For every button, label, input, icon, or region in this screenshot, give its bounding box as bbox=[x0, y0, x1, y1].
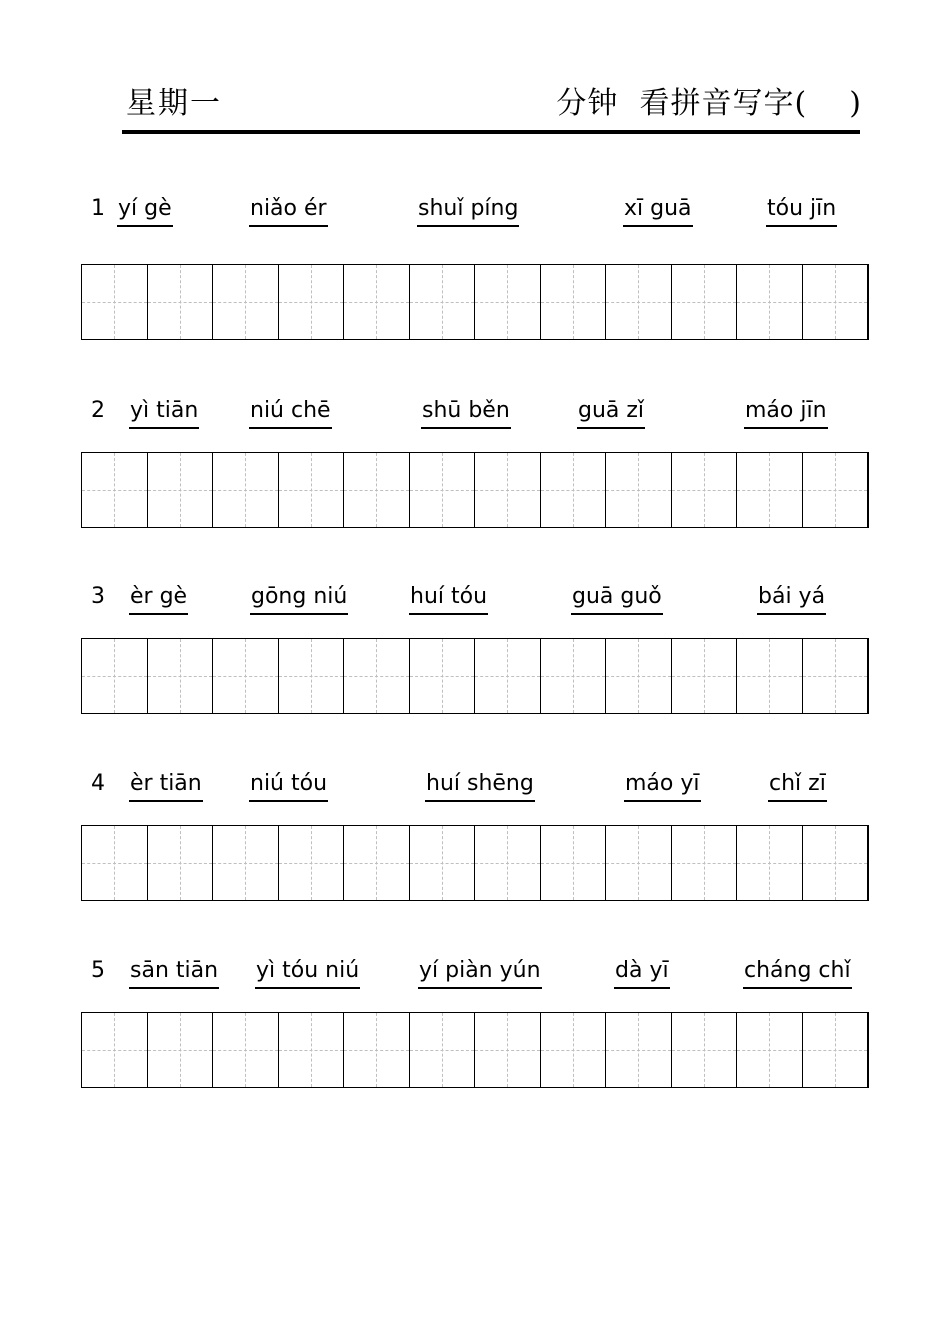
grid-cell bbox=[344, 639, 410, 713]
pinyin-word: huí tóu bbox=[409, 584, 488, 615]
grid-cell bbox=[541, 453, 607, 527]
pinyin-word: máo yī bbox=[624, 771, 701, 802]
row-number: 1 bbox=[91, 196, 105, 221]
grid-cell bbox=[672, 265, 738, 339]
row-number: 3 bbox=[91, 584, 105, 609]
pinyin-word: tóu jīn bbox=[766, 196, 837, 227]
writing-grid bbox=[81, 638, 869, 714]
grid-cell bbox=[737, 265, 803, 339]
pinyin-word: yì tóu niú bbox=[255, 958, 360, 989]
grid-cell bbox=[541, 1013, 607, 1087]
grid-cell bbox=[541, 265, 607, 339]
grid-cell bbox=[279, 265, 345, 339]
grid-cell bbox=[148, 1013, 214, 1087]
row-number: 4 bbox=[91, 771, 105, 796]
pinyin-word: niú tóu bbox=[249, 771, 328, 802]
pinyin-word: xī guā bbox=[623, 196, 693, 227]
grid-cell bbox=[672, 1013, 738, 1087]
writing-grid bbox=[81, 1012, 869, 1088]
grid-cell bbox=[148, 826, 214, 900]
grid-cell bbox=[213, 826, 279, 900]
writing-grid bbox=[81, 825, 869, 901]
grid-cell bbox=[410, 1013, 476, 1087]
header-title: 分钟 看拼音写字( ) bbox=[556, 86, 862, 121]
row-number: 5 bbox=[91, 958, 105, 983]
grid-cell bbox=[279, 639, 345, 713]
grid-cell bbox=[672, 826, 738, 900]
grid-cell bbox=[213, 639, 279, 713]
grid-cell bbox=[606, 265, 672, 339]
pinyin-word: guā guǒ bbox=[571, 584, 663, 615]
grid-cell bbox=[82, 1013, 148, 1087]
grid-cell bbox=[410, 639, 476, 713]
pinyin-word: shuǐ píng bbox=[417, 196, 519, 227]
pinyin-word: èr gè bbox=[129, 584, 188, 615]
grid-cell bbox=[672, 639, 738, 713]
exercise-row-3 bbox=[0, 584, 950, 744]
pinyin-word: shū běn bbox=[421, 398, 511, 429]
header-rule bbox=[122, 130, 860, 134]
grid-cell bbox=[475, 639, 541, 713]
grid-cell bbox=[279, 1013, 345, 1087]
grid-cell bbox=[737, 826, 803, 900]
grid-cell bbox=[279, 453, 345, 527]
pinyin-word: dà yī bbox=[614, 958, 670, 989]
blank-mark bbox=[358, 771, 360, 775]
grid-cell bbox=[410, 265, 476, 339]
grid-cell bbox=[475, 1013, 541, 1087]
grid-cell bbox=[475, 265, 541, 339]
pinyin-word: cháng chǐ bbox=[743, 958, 852, 989]
grid-cell bbox=[344, 1013, 410, 1087]
grid-cell bbox=[606, 1013, 672, 1087]
grid-cell bbox=[606, 639, 672, 713]
grid-cell bbox=[148, 453, 214, 527]
pinyin-word: sān tiān bbox=[129, 958, 219, 989]
grid-cell bbox=[737, 1013, 803, 1087]
grid-cell bbox=[541, 826, 607, 900]
grid-cell bbox=[803, 265, 868, 339]
exercise-row-1 bbox=[0, 196, 950, 356]
grid-cell bbox=[475, 453, 541, 527]
grid-cell bbox=[213, 453, 279, 527]
pinyin-word: niú chē bbox=[249, 398, 332, 429]
grid-cell bbox=[82, 265, 148, 339]
grid-cell bbox=[344, 453, 410, 527]
grid-cell bbox=[672, 453, 738, 527]
grid-cell bbox=[82, 826, 148, 900]
grid-cell bbox=[82, 453, 148, 527]
pinyin-word: huí shēng bbox=[425, 771, 535, 802]
exercise-row-2 bbox=[0, 398, 950, 558]
writing-grid bbox=[81, 452, 869, 528]
pinyin-word: yí gè bbox=[117, 196, 173, 227]
pinyin-word: máo jīn bbox=[744, 398, 828, 429]
pinyin-word: yí piàn yún bbox=[418, 958, 542, 989]
grid-cell bbox=[344, 826, 410, 900]
grid-cell bbox=[737, 639, 803, 713]
grid-cell bbox=[803, 453, 868, 527]
grid-cell bbox=[606, 453, 672, 527]
grid-cell bbox=[410, 453, 476, 527]
grid-cell bbox=[803, 639, 868, 713]
pinyin-word: gōng niú bbox=[250, 584, 348, 615]
grid-cell bbox=[213, 1013, 279, 1087]
pinyin-word: bái yá bbox=[757, 584, 826, 615]
pinyin-word: niǎo ér bbox=[249, 196, 328, 227]
exercise-row-5 bbox=[0, 958, 950, 1118]
pinyin-word: chǐ zī bbox=[768, 771, 827, 802]
grid-cell bbox=[213, 265, 279, 339]
grid-cell bbox=[541, 639, 607, 713]
pinyin-word: èr tiān bbox=[129, 771, 203, 802]
grid-cell bbox=[148, 639, 214, 713]
grid-cell bbox=[475, 826, 541, 900]
grid-cell bbox=[82, 639, 148, 713]
grid-cell bbox=[606, 826, 672, 900]
grid-cell bbox=[344, 265, 410, 339]
grid-cell bbox=[410, 826, 476, 900]
grid-cell bbox=[148, 265, 214, 339]
grid-cell bbox=[279, 826, 345, 900]
exercise-row-4 bbox=[0, 771, 950, 931]
header-weekday: 星期一 bbox=[126, 86, 222, 121]
grid-cell bbox=[803, 826, 868, 900]
grid-cell bbox=[803, 1013, 868, 1087]
writing-grid bbox=[81, 264, 869, 340]
row-number: 2 bbox=[91, 398, 105, 423]
grid-cell bbox=[737, 453, 803, 527]
pinyin-word: guā zǐ bbox=[577, 398, 645, 429]
pinyin-word: yì tiān bbox=[129, 398, 199, 429]
